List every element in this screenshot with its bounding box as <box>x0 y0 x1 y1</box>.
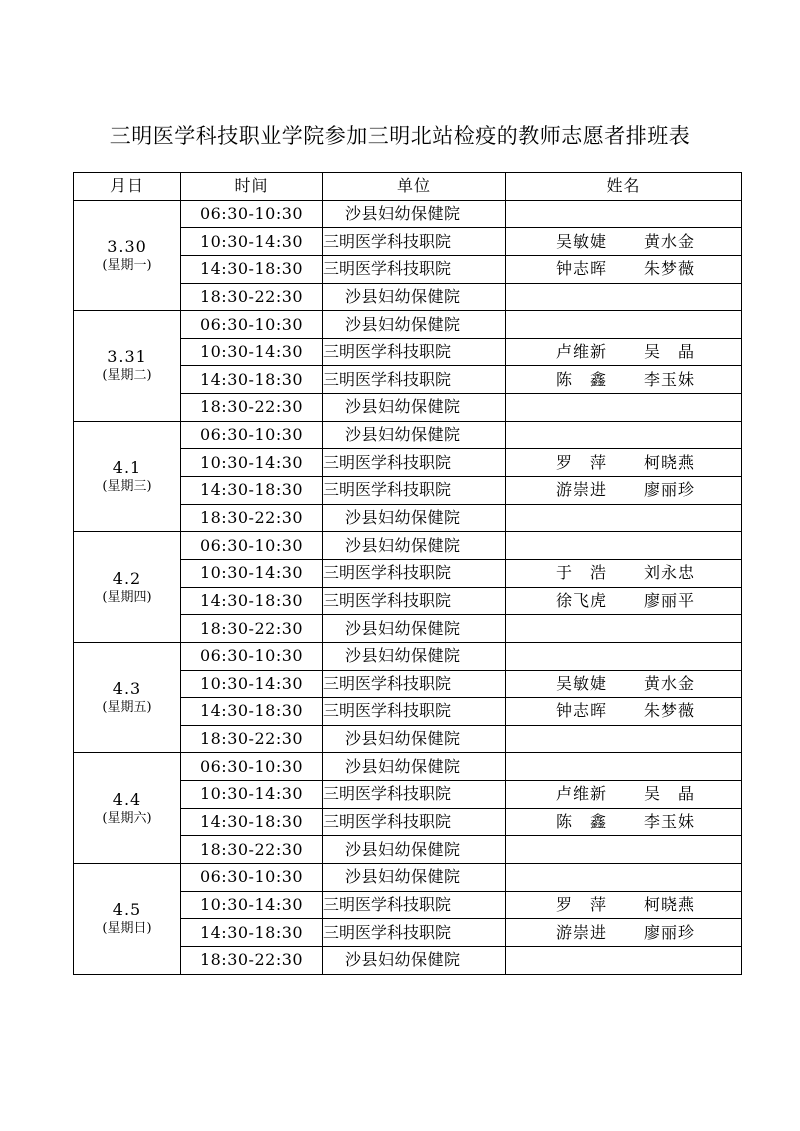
time-cell: 10:30-14:30 <box>181 559 323 587</box>
date-cell <box>74 864 181 975</box>
header-time: 时间 <box>181 173 323 201</box>
names-cell <box>506 891 742 919</box>
volunteer-name: 吴敏婕 <box>556 673 608 693</box>
unit-cell: 沙县妇幼保健院 <box>323 753 506 781</box>
table-row <box>74 311 742 339</box>
unit-cell: 三明医学科技职院 <box>323 587 506 615</box>
unit-cell: 沙县妇幼保健院 <box>323 200 506 228</box>
weekday-label: (星期三) <box>102 479 152 495</box>
time-cell: 06:30-10:30 <box>181 311 323 339</box>
date-label: 4.3 <box>112 679 142 699</box>
table-row <box>74 532 742 560</box>
time-cell: 18:30-22:30 <box>181 725 323 753</box>
names-cell <box>506 421 742 449</box>
unit-cell: 三明医学科技职院 <box>323 228 506 256</box>
time-cell: 14:30-18:30 <box>181 366 323 394</box>
unit-cell: 三明医学科技职院 <box>323 670 506 698</box>
names-cell <box>506 864 742 892</box>
unit-cell: 沙县妇幼保健院 <box>323 532 506 560</box>
names-cell <box>506 200 742 228</box>
volunteer-name: 卢维新 <box>556 784 608 804</box>
header-unit: 单位 <box>323 173 506 201</box>
time-cell: 10:30-14:30 <box>181 449 323 477</box>
volunteer-name: 朱梦薇 <box>644 259 696 279</box>
schedule-table <box>73 172 742 975</box>
unit-cell: 三明医学科技职院 <box>323 477 506 505</box>
date-label: 4.2 <box>112 568 142 588</box>
time-cell: 10:30-14:30 <box>181 228 323 256</box>
date-cell <box>74 421 181 532</box>
weekday-label: (星期五) <box>102 700 152 716</box>
date-label: 4.1 <box>112 458 142 478</box>
names-cell <box>506 919 742 947</box>
time-cell: 06:30-10:30 <box>181 642 323 670</box>
table-row <box>74 753 742 781</box>
date-label: 3.30 <box>107 236 147 256</box>
volunteer-name: 于 浩 <box>556 563 608 583</box>
unit-cell: 沙县妇幼保健院 <box>323 421 506 449</box>
volunteer-name: 柯晓燕 <box>644 894 696 914</box>
unit-cell: 沙县妇幼保健院 <box>323 615 506 643</box>
weekday-label: (星期一) <box>102 257 152 273</box>
time-cell: 18:30-22:30 <box>181 946 323 974</box>
names-cell <box>506 504 742 532</box>
time-cell: 14:30-18:30 <box>181 587 323 615</box>
volunteer-name: 李玉妹 <box>644 812 696 832</box>
names-cell <box>506 559 742 587</box>
header-row <box>74 173 742 201</box>
names-cell <box>506 642 742 670</box>
time-cell: 10:30-14:30 <box>181 891 323 919</box>
volunteer-name: 罗 萍 <box>556 894 608 914</box>
unit-cell: 沙县妇幼保健院 <box>323 504 506 532</box>
volunteer-name: 吴敏婕 <box>556 231 608 251</box>
names-cell <box>506 477 742 505</box>
volunteer-name: 钟志晖 <box>556 259 608 279</box>
date-cell <box>74 642 181 753</box>
names-cell <box>506 725 742 753</box>
date-cell <box>74 311 181 422</box>
time-cell: 18:30-22:30 <box>181 394 323 422</box>
names-cell <box>506 338 742 366</box>
unit-cell: 三明医学科技职院 <box>323 255 506 283</box>
names-cell <box>506 946 742 974</box>
unit-cell: 沙县妇幼保健院 <box>323 725 506 753</box>
volunteer-name: 柯晓燕 <box>644 452 696 472</box>
names-cell <box>506 753 742 781</box>
names-cell <box>506 808 742 836</box>
names-cell <box>506 532 742 560</box>
date-cell <box>74 532 181 643</box>
time-cell: 14:30-18:30 <box>181 477 323 505</box>
time-cell: 14:30-18:30 <box>181 808 323 836</box>
weekday-label: (星期二) <box>102 368 152 384</box>
table-row <box>74 642 742 670</box>
table-row <box>74 421 742 449</box>
table-row <box>74 864 742 892</box>
date-cell <box>74 200 181 311</box>
time-cell: 14:30-18:30 <box>181 698 323 726</box>
volunteer-name: 陈 鑫 <box>556 369 608 389</box>
header-date: 月日 <box>74 173 181 201</box>
time-cell: 14:30-18:30 <box>181 919 323 947</box>
volunteer-name: 刘永忠 <box>644 563 696 583</box>
unit-cell: 三明医学科技职院 <box>323 559 506 587</box>
names-cell <box>506 449 742 477</box>
schedule-body <box>74 200 742 974</box>
unit-cell: 沙县妇幼保健院 <box>323 311 506 339</box>
weekday-label: (星期四) <box>102 589 152 605</box>
names-cell <box>506 394 742 422</box>
volunteer-name: 黄水金 <box>644 231 696 251</box>
names-cell <box>506 615 742 643</box>
unit-cell: 沙县妇幼保健院 <box>323 642 506 670</box>
volunteer-name: 李玉妹 <box>644 369 696 389</box>
unit-cell: 沙县妇幼保健院 <box>323 394 506 422</box>
names-cell <box>506 670 742 698</box>
weekday-label: (星期日) <box>102 921 152 937</box>
time-cell: 10:30-14:30 <box>181 338 323 366</box>
names-cell <box>506 836 742 864</box>
unit-cell: 沙县妇幼保健院 <box>323 836 506 864</box>
names-cell <box>506 283 742 311</box>
unit-cell: 三明医学科技职院 <box>323 808 506 836</box>
volunteer-name: 罗 萍 <box>556 452 608 472</box>
volunteer-name: 吴 晶 <box>644 784 696 804</box>
names-cell <box>506 228 742 256</box>
unit-cell: 三明医学科技职院 <box>323 338 506 366</box>
time-cell: 10:30-14:30 <box>181 670 323 698</box>
volunteer-name: 陈 鑫 <box>556 812 608 832</box>
table-row <box>74 200 742 228</box>
time-cell: 18:30-22:30 <box>181 504 323 532</box>
time-cell: 14:30-18:30 <box>181 255 323 283</box>
time-cell: 06:30-10:30 <box>181 532 323 560</box>
unit-cell: 沙县妇幼保健院 <box>323 864 506 892</box>
unit-cell: 三明医学科技职院 <box>323 366 506 394</box>
time-cell: 18:30-22:30 <box>181 615 323 643</box>
time-cell: 06:30-10:30 <box>181 421 323 449</box>
names-cell <box>506 311 742 339</box>
date-label: 4.4 <box>112 789 142 809</box>
unit-cell: 三明医学科技职院 <box>323 449 506 477</box>
volunteer-name: 廖丽珍 <box>644 480 696 500</box>
time-cell: 10:30-14:30 <box>181 781 323 809</box>
page-title: 三明医学科技职业学院参加三明北站检疫的教师志愿者排班表 <box>109 124 691 148</box>
unit-cell: 三明医学科技职院 <box>323 891 506 919</box>
volunteer-name: 卢维新 <box>556 342 608 362</box>
weekday-label: (星期六) <box>102 810 152 826</box>
names-cell <box>506 255 742 283</box>
volunteer-name: 黄水金 <box>644 673 696 693</box>
volunteer-name: 朱梦薇 <box>644 701 696 721</box>
names-cell <box>506 587 742 615</box>
date-label: 4.5 <box>112 900 142 920</box>
names-cell <box>506 366 742 394</box>
time-cell: 18:30-22:30 <box>181 283 323 311</box>
time-cell: 18:30-22:30 <box>181 836 323 864</box>
unit-cell: 沙县妇幼保健院 <box>323 283 506 311</box>
time-cell: 06:30-10:30 <box>181 753 323 781</box>
date-cell <box>74 753 181 864</box>
date-label: 3.31 <box>107 347 147 367</box>
volunteer-name: 游崇进 <box>556 480 608 500</box>
volunteer-name: 徐飞虎 <box>556 590 608 610</box>
names-cell <box>506 698 742 726</box>
time-cell: 06:30-10:30 <box>181 864 323 892</box>
unit-cell: 三明医学科技职院 <box>323 781 506 809</box>
volunteer-name: 廖丽珍 <box>644 922 696 942</box>
volunteer-name: 吴 晶 <box>644 342 696 362</box>
names-cell <box>506 781 742 809</box>
unit-cell: 三明医学科技职院 <box>323 919 506 947</box>
header-name: 姓名 <box>506 173 742 201</box>
time-cell: 06:30-10:30 <box>181 200 323 228</box>
volunteer-name: 廖丽平 <box>644 590 696 610</box>
unit-cell: 沙县妇幼保健院 <box>323 946 506 974</box>
volunteer-name: 钟志晖 <box>556 701 608 721</box>
unit-cell: 三明医学科技职院 <box>323 698 506 726</box>
volunteer-name: 游崇进 <box>556 922 608 942</box>
